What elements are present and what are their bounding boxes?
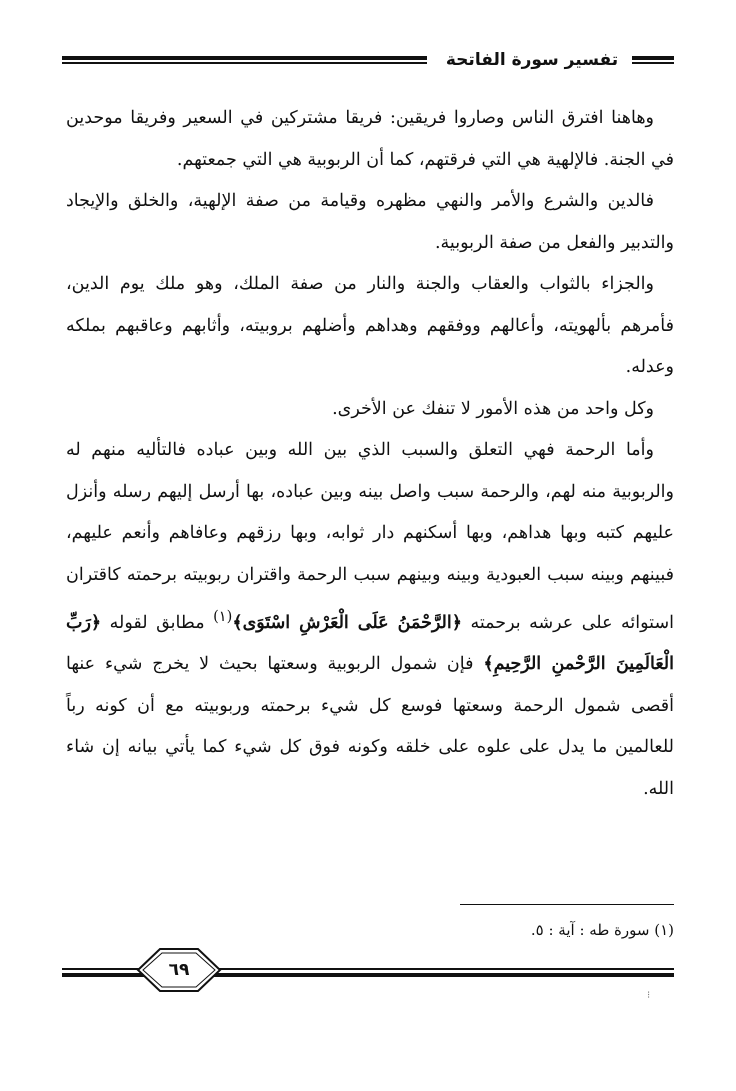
page-number: ٦٩ <box>168 960 190 980</box>
header-rule <box>62 56 427 64</box>
paragraph <box>66 430 674 810</box>
paragraph-text: وأما الرحمة فهي التعلق والسبب الذي بين الله وبين عباده فالتأليه منهم له والربوبية منه لهم، والرحمة سبب واصل بينه وبين عباده، بها أرسل إليهم رسله وأنزل عليهم كتبه وبها هداهم، وبها أسكنهم دار ثوابه، وبها رزقهم وعافاهم وأنعم عليهم، فبينهم وبينه سبب العبودية وبينه وبينهم سبب الرحمة واقتران ربوبيته برحمته كاقتران استوائه على عرشه برحمته <box>66 440 674 633</box>
footnote: (١) سورة طه : آية : ٥. <box>530 921 674 939</box>
body-text <box>66 98 674 810</box>
paragraph-text: مطابق لقوله <box>109 612 205 633</box>
scan-mark: ⁝ <box>647 990 651 1001</box>
quran-verse: ﴿رَبِّ الْعَالَمِينَ الرَّحْمنِ الرَّحِيمِ﴾ <box>66 612 674 675</box>
header-rule-short <box>632 56 674 64</box>
paragraph: والجزاء بالثواب والعقاب والجنة والنار من صفة الملك، وهو ملك يوم الدين، فأمرهم بألهويته، وأعالهم ووفقهم وهداهم وأضلهم بروبيته، وأثابهم وعاقبهم بملكه وعدله. <box>66 274 674 377</box>
quran-verse: ﴿الرَّحْمَنُ عَلَى الْعَرْشِ اسْتَوَى﴾ <box>232 612 462 633</box>
running-title: تفسير سورة الفاتحة <box>445 50 619 70</box>
footnote-reference: (١) <box>213 608 233 625</box>
footnote-separator <box>460 904 674 905</box>
paragraph-text: فإن شمول الربوبية وسعتها بحيث لا يخرج شيء عنها أقصى شمول الرحمة وسعتها فوسع كل شيء برحمته وربوبيته مع أن كونه رباً للعالمين ما يدل على علوه على خلقه وكونه فوق كل شيء كما يأتي بيانه إن شاء الله. <box>66 654 674 799</box>
page-footer <box>62 940 674 1000</box>
paragraph: وكل واحد من هذه الأمور لا تنفك عن الأخرى. <box>332 398 654 419</box>
paragraph: وهاهنا افترق الناس وصاروا فريقين: فريقا مشتركين في السعير وفريقا موحدين في الجنة. فالإلهية هي التي فرقتهم، كما أن الربوبية هي التي جمعتهم. <box>66 108 674 170</box>
paragraph: فالدين والشرع والأمر والنهي مظهره وقيامة من صفة الإلهية، والخلق والإيجاد والتدبير والفعل من صفة الربوبية. <box>66 191 674 253</box>
page-header <box>62 44 674 78</box>
page-number-badge <box>134 946 224 994</box>
